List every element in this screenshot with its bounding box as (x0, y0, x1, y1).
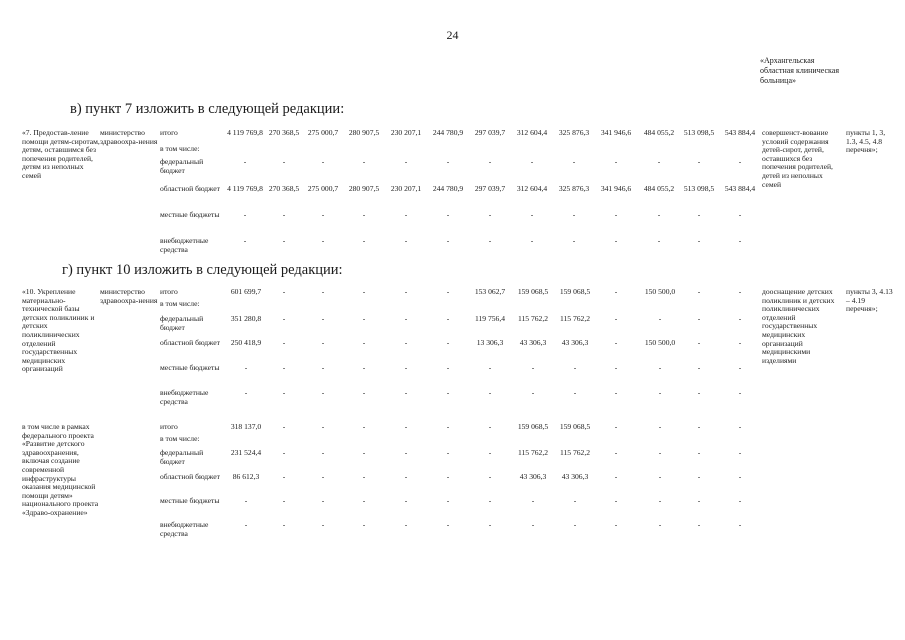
amount-cell: 275 000,7 (307, 128, 339, 137)
section-10-table (0, 288, 905, 412)
amount-cell: - (362, 157, 366, 166)
amount-cell: - (282, 520, 286, 529)
amount-cell: 159 068,5 (517, 287, 549, 296)
amount-cell: - (658, 520, 662, 529)
amount-cell: - (282, 338, 286, 347)
amount-cell: 270 368,5 (268, 184, 300, 193)
amount-cell: - (658, 496, 662, 505)
amount-cell: - (488, 520, 492, 529)
amount-cell: 115 762,2 (559, 448, 591, 457)
amount-cell: 341 946,6 (600, 128, 632, 137)
amount-cell: - (697, 363, 701, 372)
amount-cell: - (404, 448, 408, 457)
amount-cell: - (282, 422, 286, 431)
amount-cell: 231 524,4 (230, 448, 262, 457)
amount-cell: - (446, 363, 450, 372)
amount-cell: - (738, 210, 742, 219)
amount-cell: - (614, 314, 618, 323)
row-label: в том числе: (160, 434, 200, 443)
amount-cell: - (446, 422, 450, 431)
amount-cell: - (614, 236, 618, 245)
amount-cell: - (614, 338, 618, 347)
amount-cell: - (321, 287, 325, 296)
amount-cell: 297 039,7 (474, 184, 506, 193)
amount-cell: - (446, 236, 450, 245)
amount-cell: - (362, 388, 366, 397)
amount-cell: - (362, 236, 366, 245)
amount-cell: 250 418,9 (230, 338, 262, 347)
amount-cell: - (244, 496, 248, 505)
amount-cell: 159 068,5 (559, 287, 591, 296)
amount-cell: - (614, 448, 618, 457)
amount-cell: 4 119 769,8 (227, 128, 263, 137)
amount-cell: - (658, 472, 662, 481)
amount-cell: 270 368,5 (268, 128, 300, 137)
row-label: в том числе: (160, 299, 200, 308)
section-10-federal-project-table (0, 423, 905, 603)
amount-cell: - (530, 210, 534, 219)
amount-cell: - (362, 496, 366, 505)
amount-cell: - (243, 236, 247, 245)
amount-cell: - (738, 496, 742, 505)
amount-cell: - (404, 363, 408, 372)
amount-cell: 230 207,1 (390, 128, 422, 137)
amount-cell: - (697, 338, 701, 347)
amount-cell: - (404, 496, 408, 505)
amount-cell: - (282, 236, 286, 245)
item-10-federal-project-description: в том числе в рамках федерального проекта «Развитие детского здравоохранения, включая создание современной инфраструктуры оказания медицинской помощи детям» национального проекта «Здраво-охранение» (22, 422, 99, 517)
section-10-heading: г) пункт 10 изложить в следующей редакции: (62, 262, 343, 278)
amount-cell: - (738, 314, 742, 323)
amount-cell: - (488, 157, 492, 166)
item-10-result: дооснащение детских поликлиник и детских поликлинических отделений государственных медицинских организаций медицинскими изделиями (762, 287, 835, 365)
amount-cell: - (362, 422, 366, 431)
amount-cell: - (404, 520, 408, 529)
amount-cell: 43 306,3 (519, 472, 547, 481)
item-7-description: «7. Предостав-ление помощи детям-сиротам, детям, оставшимся без попечения родителей, детям из неполных семей (22, 128, 100, 180)
amount-cell: 115 762,2 (559, 314, 591, 323)
amount-cell: - (572, 236, 576, 245)
amount-cell: - (282, 472, 286, 481)
amount-cell: - (738, 157, 742, 166)
amount-cell: - (614, 520, 618, 529)
amount-cell: - (446, 472, 450, 481)
amount-cell: - (321, 210, 325, 219)
amount-cell: - (244, 520, 248, 529)
item-10-description: «10. Укрепление материально-технической базы детских поликлиник и детских поликлинических отделений государственных медицинских организаций (22, 287, 95, 374)
amount-cell: - (697, 157, 701, 166)
amount-cell: 115 762,2 (517, 314, 549, 323)
row-label: федеральный бюджет (160, 314, 204, 332)
amount-cell: - (738, 472, 742, 481)
amount-cell: 325 876,3 (558, 184, 590, 193)
amount-cell: - (697, 287, 701, 296)
amount-cell: - (697, 236, 701, 245)
amount-cell: - (738, 287, 742, 296)
amount-cell: - (614, 496, 618, 505)
amount-cell: - (697, 314, 701, 323)
amount-cell: - (362, 314, 366, 323)
amount-cell: - (321, 422, 325, 431)
amount-cell: 325 876,3 (558, 128, 590, 137)
row-label: областной бюджет (160, 338, 220, 347)
amount-cell: - (488, 210, 492, 219)
amount-cell: - (614, 157, 618, 166)
amount-cell: - (738, 422, 742, 431)
amount-cell: - (697, 472, 701, 481)
amount-cell: - (404, 287, 408, 296)
item-7-reference: пункты 1, 3, 1.3, 4.5, 4.8 перечня»; (846, 128, 886, 155)
item-10-reference: пункты 3, 4.13 – 4.19 перечня»; (846, 287, 893, 314)
amount-cell: 280 907,5 (348, 184, 380, 193)
amount-cell: - (362, 287, 366, 296)
amount-cell: 312 604,4 (516, 184, 548, 193)
amount-cell: - (530, 157, 534, 166)
amount-cell: - (282, 496, 286, 505)
amount-cell: - (572, 157, 576, 166)
row-label: областной бюджет (160, 184, 220, 193)
amount-cell: - (362, 448, 366, 457)
amount-cell: 543 884,4 (724, 128, 756, 137)
amount-cell: - (738, 338, 742, 347)
amount-cell: - (404, 236, 408, 245)
amount-cell: - (614, 472, 618, 481)
amount-cell: 43 306,3 (561, 338, 589, 347)
row-label: федеральный бюджет (160, 157, 204, 175)
amount-cell: - (657, 157, 661, 166)
amount-cell: - (573, 520, 577, 529)
amount-cell: - (321, 448, 325, 457)
amount-cell: - (614, 210, 618, 219)
amount-cell: 244 780,9 (432, 128, 464, 137)
amount-cell: - (404, 314, 408, 323)
page-number: 24 (446, 28, 459, 42)
amount-cell: - (446, 287, 450, 296)
amount-cell: 159 068,5 (559, 422, 591, 431)
amount-cell: - (446, 210, 450, 219)
amount-cell: 159 068,5 (517, 422, 549, 431)
amount-cell: 153 062,7 (474, 287, 506, 296)
amount-cell: 244 780,9 (432, 184, 464, 193)
amount-cell: - (321, 388, 325, 397)
amount-cell: - (531, 388, 535, 397)
amount-cell: - (573, 496, 577, 505)
amount-cell: 86 612,3 (232, 472, 260, 481)
amount-cell: - (362, 210, 366, 219)
amount-cell: - (614, 388, 618, 397)
item-7-result: совершенст-вование условий содержания детей-сирот, детей, оставшихся без попечения родителей, детей из неполных семей (762, 128, 833, 189)
amount-cell: - (446, 157, 450, 166)
amount-cell: - (614, 363, 618, 372)
amount-cell: - (573, 388, 577, 397)
amount-cell: 115 762,2 (517, 448, 549, 457)
amount-cell: - (446, 314, 450, 323)
amount-cell: - (738, 520, 742, 529)
amount-cell: - (362, 520, 366, 529)
amount-cell: - (531, 363, 535, 372)
amount-cell: 275 000,7 (307, 184, 339, 193)
amount-cell: - (697, 520, 701, 529)
amount-cell: - (321, 338, 325, 347)
amount-cell: 351 280,8 (230, 314, 262, 323)
amount-cell: - (658, 388, 662, 397)
row-label: в том числе: (160, 144, 200, 153)
amount-cell: 119 756,4 (474, 314, 506, 323)
row-label: итого (160, 422, 178, 431)
amount-cell: 513 098,5 (683, 184, 715, 193)
amount-cell: - (362, 472, 366, 481)
amount-cell: - (282, 363, 286, 372)
amount-cell: - (658, 314, 662, 323)
amount-cell: - (321, 363, 325, 372)
amount-cell: - (282, 448, 286, 457)
row-label: внебюджетные средства (160, 520, 209, 538)
amount-cell: - (573, 363, 577, 372)
amount-cell: - (657, 210, 661, 219)
amount-cell: - (488, 388, 492, 397)
amount-cell: 13 306,3 (476, 338, 504, 347)
amount-cell: - (404, 388, 408, 397)
amount-cell: - (488, 422, 492, 431)
amount-cell: - (404, 338, 408, 347)
amount-cell: 312 604,4 (516, 128, 548, 137)
top-note: «Архангельская областная клиническая больница» (760, 56, 840, 85)
amount-cell: - (738, 388, 742, 397)
amount-cell: - (404, 210, 408, 219)
amount-cell: 601 699,7 (230, 287, 262, 296)
amount-cell: - (446, 520, 450, 529)
amount-cell: - (282, 157, 286, 166)
amount-cell: 341 946,6 (600, 184, 632, 193)
amount-cell: - (243, 157, 247, 166)
amount-cell: - (572, 210, 576, 219)
row-label: областной бюджет (160, 472, 220, 481)
amount-cell: - (404, 472, 408, 481)
amount-cell: - (530, 236, 534, 245)
amount-cell: - (243, 210, 247, 219)
amount-cell: - (738, 236, 742, 245)
row-label: итого (160, 128, 178, 137)
amount-cell: - (321, 496, 325, 505)
amount-cell: - (488, 496, 492, 505)
row-label: местные бюджеты (160, 210, 220, 219)
amount-cell: - (697, 388, 701, 397)
amount-cell: - (614, 422, 618, 431)
amount-cell: - (738, 363, 742, 372)
amount-cell: 230 207,1 (390, 184, 422, 193)
amount-cell: 4 119 769,8 (227, 184, 263, 193)
row-label: внебюджетные средства (160, 388, 209, 406)
row-label: местные бюджеты (160, 496, 220, 505)
amount-cell: 318 137,0 (230, 422, 262, 431)
row-label: внебюджетные средства (160, 236, 209, 254)
amount-cell: 43 306,3 (561, 472, 589, 481)
amount-cell: - (488, 472, 492, 481)
amount-cell: 484 055,2 (643, 184, 675, 193)
amount-cell: - (282, 314, 286, 323)
amount-cell: 513 098,5 (683, 128, 715, 137)
amount-cell: 150 500,0 (644, 287, 676, 296)
amount-cell: - (697, 422, 701, 431)
amount-cell: - (446, 496, 450, 505)
amount-cell: - (321, 314, 325, 323)
amount-cell: - (531, 520, 535, 529)
amount-cell: 43 306,3 (519, 338, 547, 347)
amount-cell: - (446, 448, 450, 457)
amount-cell: - (738, 448, 742, 457)
amount-cell: - (531, 496, 535, 505)
row-label: местные бюджеты (160, 363, 220, 372)
amount-cell: - (658, 448, 662, 457)
amount-cell: - (614, 287, 618, 296)
amount-cell: 543 884,4 (724, 184, 756, 193)
amount-cell: - (321, 520, 325, 529)
amount-cell: - (321, 472, 325, 481)
amount-cell: - (446, 388, 450, 397)
amount-cell: - (244, 363, 248, 372)
amount-cell: - (282, 210, 286, 219)
amount-cell: 484 055,2 (643, 128, 675, 137)
amount-cell: - (697, 496, 701, 505)
amount-cell: - (244, 388, 248, 397)
amount-cell: - (658, 363, 662, 372)
amount-cell: - (404, 422, 408, 431)
amount-cell: - (282, 287, 286, 296)
amount-cell: 150 500,0 (644, 338, 676, 347)
amount-cell: - (657, 236, 661, 245)
amount-cell: - (697, 210, 701, 219)
amount-cell: - (446, 338, 450, 347)
amount-cell: 297 039,7 (474, 128, 506, 137)
item-7-responsible: министерство здравоохра-нения (100, 128, 158, 146)
amount-cell: - (658, 422, 662, 431)
amount-cell: 280 907,5 (348, 128, 380, 137)
amount-cell: - (362, 363, 366, 372)
item-10-responsible: министерство здравоохра-нения (100, 287, 158, 305)
amount-cell: - (488, 448, 492, 457)
row-label: итого (160, 287, 178, 296)
section-7-heading: в) пункт 7 изложить в следующей редакции: (70, 101, 345, 117)
amount-cell: - (321, 236, 325, 245)
row-label: федеральный бюджет (160, 448, 204, 466)
amount-cell: - (362, 338, 366, 347)
amount-cell: - (282, 388, 286, 397)
section-7-table (0, 129, 905, 253)
amount-cell: - (404, 157, 408, 166)
amount-cell: - (488, 363, 492, 372)
amount-cell: - (321, 157, 325, 166)
amount-cell: - (488, 236, 492, 245)
amount-cell: - (697, 448, 701, 457)
